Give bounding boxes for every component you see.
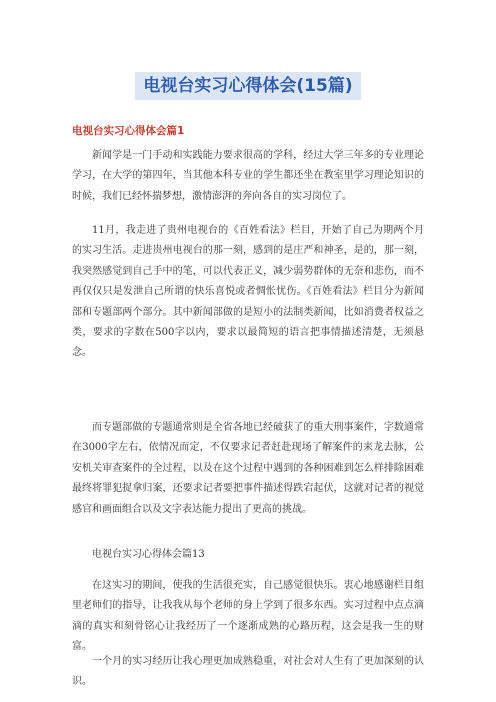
paragraph-2: 11月，我走进了贵州电视台的《百姓看法》栏目，开始了自己为期两个月的实习生活。走进贵州电视台的那一刻，感到的是庄严和神圣，是的，那一刻，我突然感觉到自己手中的笔，可以代表正义，减少弱势群体的无奈和悲伤，而不再仅仅只是发泄自己所谓的快乐喜悦或者惆怅忧伤。《百姓看法》栏目分为新闻部和专题部两个部分。其中新闻部做的是短小的法制类新闻，比如消费者权益之类，要求的字数在500字以内，要求以最简短的语言把事情描述清楚，无须悬念。 xyxy=(72,225,424,359)
page-title: 电视台实习心得体会(15篇) xyxy=(135,72,360,100)
subsection-heading: 电视台实习心得体会篇13 xyxy=(92,549,205,560)
paragraph-5: 一个月的实习经历让我心理更加成熟稳重，对社会对人生有了更加深刻的认识。 xyxy=(72,656,424,688)
paragraph-4: 在这实习的期间，使我的生活很充实，自己感觉很快乐。衷心地感谢栏目组里老师们的指导，让我我从每个老师的身上学到了很多东西。实习过程中点点滴滴的真实和刻骨铭心让我经历了一个逐渐成熟的心路历程，这会是我一生的财富。 xyxy=(72,580,424,653)
section-heading: 电视台实习心得体会篇1 xyxy=(72,125,185,137)
title-container xyxy=(0,72,496,100)
paragraph-1: 新闻学是一门手动和实践能力要求很高的学科，经过大学三年多的专业理论学习，在大学的第四年，当其他本科专业的学生都还坐在教室里学习理论知识的时候，我们已经怀揣梦想，激情澎湃的奔向各自的实习岗位了。 xyxy=(72,150,424,202)
paragraph-3: 而专题部做的专题通常则是全省各地已经破获了的重大刑事案件，字数通常在3000字左右，依情况而定，不仅要求记者赶赴现场了解案件的来龙去脉，公安机关审查案件的全过程，以及在这个过程中遇到的各种困难到怎么样排除困难最终将罪犯捉拿归案，还要求记者要把事件描述得跌宕起伏，这就对记者的视觉感官和画面组合以及文字表达能力提出了更高的挑战。 xyxy=(72,422,424,515)
